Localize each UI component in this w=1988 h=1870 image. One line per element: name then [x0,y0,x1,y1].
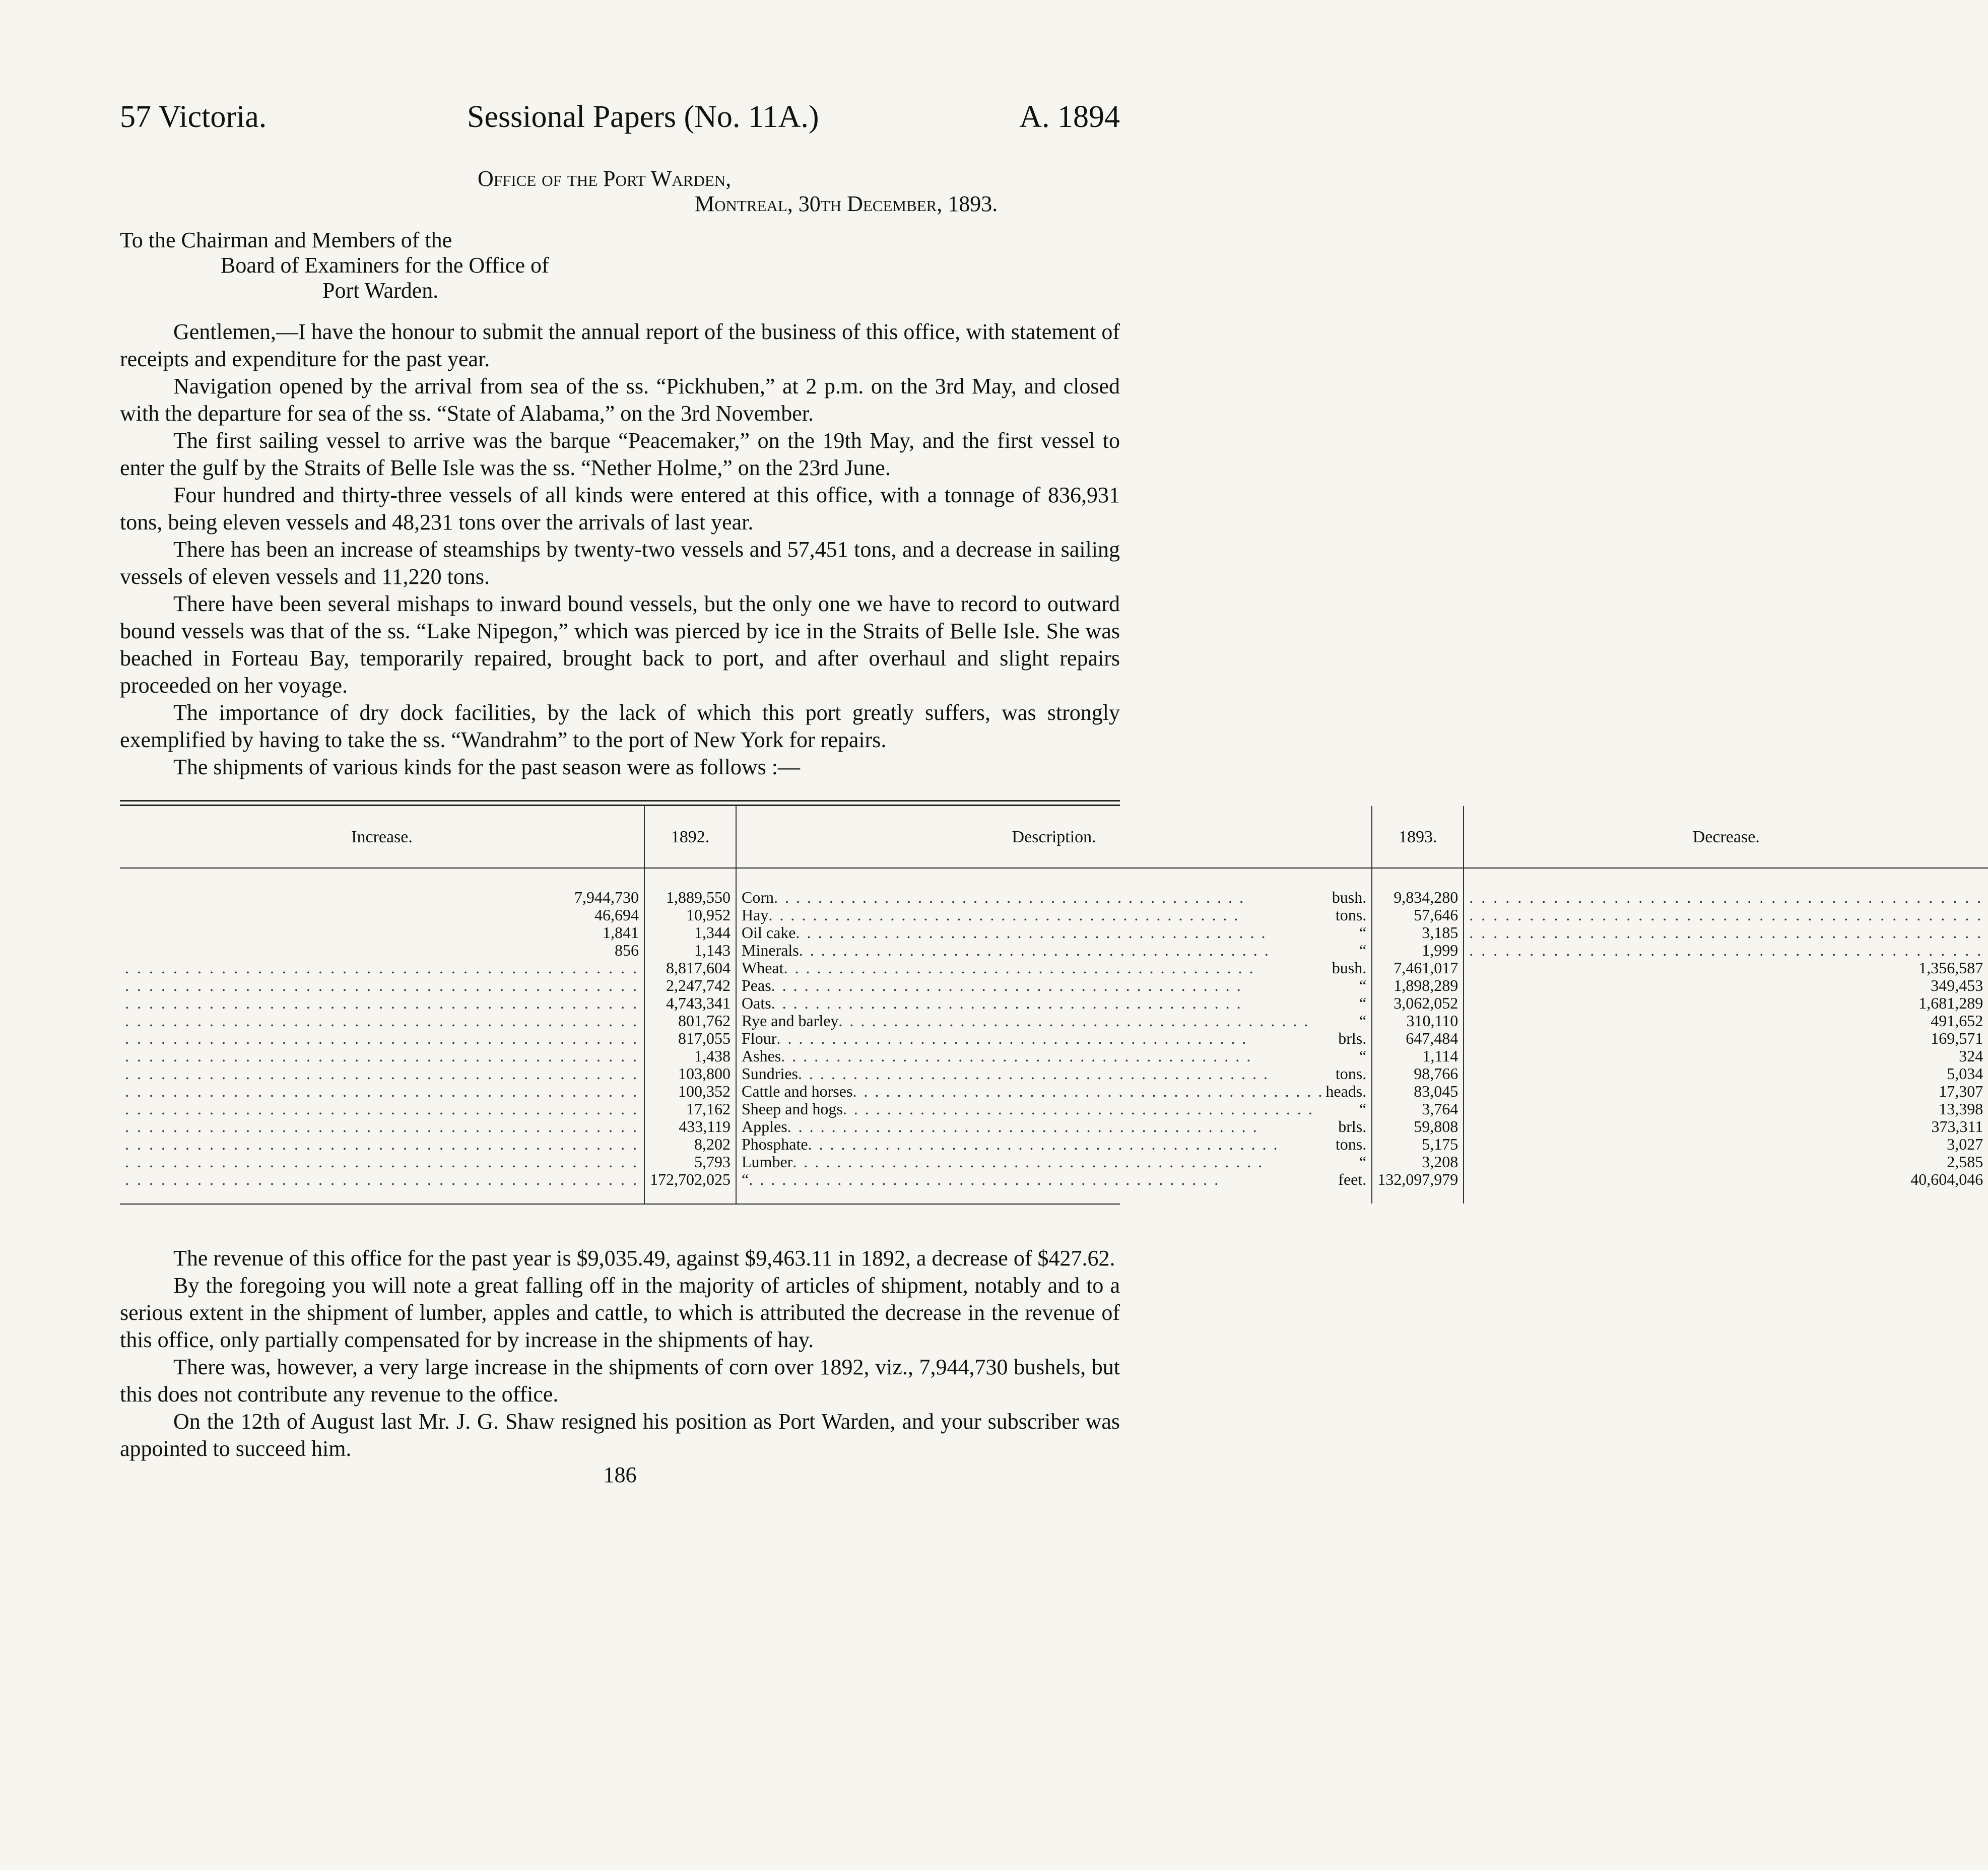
cell-decrease [1464,942,1988,959]
cell-description [736,906,1372,924]
description-name: Ashes [742,1047,781,1065]
description-name: “ [742,1170,749,1188]
cell-description [736,868,1372,906]
header-left: 57 Victoria. [120,100,267,134]
cell-1892: 172,702,025 [644,1171,736,1204]
cell-1893: 1,114 [1372,1047,1464,1065]
cell-increase [120,994,644,1012]
description-name: Lumber [742,1153,793,1171]
cell-decrease: 3,027 [1947,1135,1983,1153]
table-row [120,906,1988,924]
table-row [120,1153,1988,1171]
leader-dots: . . . . . . . . . . . . . . . . . . . . . . . . . . . . . . . . . . . . . . . . . . . [783,959,1255,977]
paragraph: Navigation opened by the arrival from sea of the ss. “Pickhuben,” at 2 p.m. on the 3rd May, and closed with the departure for sea of the ss. “State of Alabama,” on the 3rd November. [120,374,1120,426]
header-description: Description. [736,806,1372,868]
table-row [120,868,1988,906]
leader-dots: . . . . . . . . . . . . . . . . . . . . . . . . . . . . . . . . . . . . . . . . . . . [808,1135,1279,1153]
cell-1893: 5,175 [1372,1136,1464,1153]
header-decrease: Decrease. [1464,806,1988,868]
table-row [120,942,1988,959]
cell-decrease [1464,906,1988,924]
leader-dots: . . . . . . . . . . . . . . . . . . . . . . . . . . . . . . . . . . . . . . . . . . . [771,994,1242,1012]
description-unit: “ [1359,1100,1367,1118]
cell-increase [120,1083,644,1100]
cell-increase [120,977,644,994]
cell-1893: 9,834,280 [1372,868,1464,906]
cell-increase [120,959,644,977]
cell-1892: 433,119 [644,1118,736,1136]
leader-dots: . . . . . . . . . . . . . . . . . . . . . . . . . . . . . . . . . . . . . . . . . . . [768,906,1240,924]
cell-1893: 57,646 [1372,906,1464,924]
leader-dots: . . . . . . . . . . . . . . . . . . . . . . . . . . . . . . . . . . . . . . . . . . . [125,1029,639,1047]
paragraph: There has been an increase of steamships by twenty-two vessels and 57,451 tons, and a decrease in sailing vessels of eleven vessels and 11,220 tons. [120,537,1120,589]
description-name: Peas [742,976,771,994]
cell-decrease [1464,868,1988,906]
page-header [120,99,1120,135]
cell-1892: 801,762 [644,1012,736,1030]
leader-dots: . . . . . . . . . . . . . . . . . . . . . . . . . . . . . . . . . . . . . . . . . . . [125,1153,639,1171]
cell-1892: 1,344 [644,924,736,942]
header-center: Sessional Papers (No. 11A.) [467,100,819,134]
paragraph: Gentlemen,—I have the honour to submit the annual report of the business of this office, with statement of receipts and expenditure for the past year. [120,319,1120,371]
leader-dots: . . . . . . . . . . . . . . . . . . . . . . . . . . . . . . . . . . . . . . . . . . . [125,1135,639,1153]
cell-description [736,924,1372,942]
table-row [120,1065,1988,1083]
paragraph: There have been several mishaps to inward bound vessels, but the only one we have to record to outward bound vessels was that of the ss. “Lake Nipegon,” which was pierced by ice in the Straits of Belle Isle. She was beached in Forteau Bay, temporarily repaired, brought back to port, and after overhaul and slight repairs proceeded on her voyage. [120,591,1120,698]
shipments-table-wrap [120,800,1983,1205]
cell-1892: 100,352 [644,1083,736,1100]
cell-1892: 8,817,604 [644,959,736,977]
cell-1893: 59,808 [1372,1118,1464,1136]
description-name: Phosphate [742,1135,808,1153]
leader-dots: . . . . . . . . . . . . . . . . . . . . . . . . . . . . . . . . . . . . . . . . . . . [125,1047,639,1065]
cell-decrease: 40,604,046 [1910,1170,1983,1188]
leader-dots: . . . . . . . . . . . . . . . . . . . . . . . . . . . . . . . . . . . . . . . . . . . [796,923,1267,942]
paragraph: There was, however, a very large increase in the shipments of corn over 1892, viz., 7,944,730 bushels, but this does not contribute any revenue to the office. [120,1355,1120,1407]
description-name: Apples [742,1117,787,1136]
office-heading [478,166,1120,217]
document-page [120,99,1983,1488]
description-name: Minerals [742,941,799,959]
cell-description [736,1171,1372,1204]
description-unit: heads. [1326,1082,1367,1100]
cell-1892: 103,800 [644,1065,736,1083]
table-row [120,924,1988,942]
description-unit: “ [1359,1047,1367,1065]
table-row [120,1171,1988,1204]
cell-increase [120,1065,644,1083]
cell-decrease: 349,453 [1931,976,1983,994]
cell-increase: 1,841 [120,924,644,942]
report-body [120,318,1120,781]
leader-dots: . . . . . . . . . . . . . . . . . . . . . . . . . . . . . . . . . . . . . . . . . . . [776,1029,1248,1047]
leader-dots: . . . . . . . . . . . . . . . . . . . . . . . . . . . . . . . . . . . . . . . . . . . [125,1012,639,1030]
table-bottom-rule [120,1204,1120,1205]
cell-1893: 132,097,979 [1372,1171,1464,1204]
cell-increase: 46,694 [120,906,644,924]
office-line1: Office of the Port Warden, [478,166,732,191]
cell-1892: 1,889,550 [644,868,736,906]
leader-dots: . . . . . . . . . . . . . . . . . . . . . . . . . . . . . . . . . . . . . . . . . . . [125,1064,639,1083]
address-block [120,228,1120,303]
cell-decrease: 2,585 [1947,1153,1983,1171]
cell-description [736,942,1372,959]
leader-dots: . . . . . . . . . . . . . . . . . . . . . . . . . . . . . . . . . . . . . . . . . . . [781,1047,1252,1065]
cell-increase [120,1171,644,1204]
cell-1892: 10,952 [644,906,736,924]
leader-dots: . . . . . . . . . . . . . . . . . . . . . . . . . . . . . . . . . . . . . . . . . . . [749,1170,1220,1188]
address-line3: Port Warden. [322,278,439,303]
description-name: Sundries [742,1064,798,1083]
cell-decrease: 491,652 [1931,1012,1983,1030]
description-unit: “ [1359,1012,1367,1030]
table-row [120,994,1988,1012]
description-name: Rye and barley [742,1012,839,1030]
cell-decrease: 5,034 [1947,1064,1983,1083]
cell-description [736,1065,1372,1083]
paragraph: Four hundred and thirty-three vessels of all kinds were entered at this office, with a tonnage of 836,931 tons, being eleven vessels and 48,231 tons over the arrivals of last year. [120,483,1120,535]
description-unit: bush. [1332,888,1367,906]
paragraph: The importance of dry dock facilities, by the lack of which this port greatly suffers, was strongly exemplified by having to take the ss. “Wandrahm” to the port of New York for repairs. [120,700,1120,752]
description-name: Oats [742,994,771,1012]
cell-1893: 310,110 [1372,1012,1464,1030]
cell-1892: 8,202 [644,1136,736,1153]
cell-increase [120,1118,644,1136]
cell-increase [120,1136,644,1153]
leader-dots: . . . . . . . . . . . . . . . . . . . . . . . . . . . . . . . . . . . . . . . . . . . [125,1170,639,1188]
leader-dots: . . . . . . . . . . . . . . . . . . . . . . . . . . . . . . . . . . . . . . . . . . . [1469,923,1983,942]
table-row [120,1118,1988,1136]
cell-1893: 1,999 [1372,942,1464,959]
cell-decrease: 17,307 [1939,1082,1983,1100]
leader-dots: . . . . . . . . . . . . . . . . . . . . . . . . . . . . . . . . . . . . . . . . . . . [125,976,639,994]
leader-dots: . . . . . . . . . . . . . . . . . . . . . . . . . . . . . . . . . . . . . . . . . . . [798,1064,1269,1083]
description-unit: tons. [1335,906,1367,924]
table-row [120,977,1988,994]
shipments-table [120,806,1988,1204]
description-name: Oil cake [742,923,796,942]
cell-1892: 1,438 [644,1047,736,1065]
cell-1893: 3,185 [1372,924,1464,942]
cell-1892: 4,743,341 [644,994,736,1012]
cell-decrease: 324 [1959,1047,1983,1065]
cell-description [736,959,1372,977]
description-unit: “ [1359,1153,1367,1171]
page-number: 186 [603,1462,637,1487]
cell-decrease: 169,571 [1931,1029,1983,1047]
leader-dots: . . . . . . . . . . . . . . . . . . . . . . . . . . . . . . . . . . . . . . . . . . . [852,1082,1324,1100]
cell-1892: 5,793 [644,1153,736,1171]
cell-increase [120,1047,644,1065]
cell-1893: 98,766 [1372,1065,1464,1083]
cell-1893: 647,484 [1372,1030,1464,1047]
address-line1: To the Chairman and Members of the [120,228,452,252]
office-line2: Montreal, 30th December, 1893. [695,191,998,216]
description-unit: brls. [1338,1029,1367,1047]
description-name: Corn [742,888,774,906]
leader-dots: . . . . . . . . . . . . . . . . . . . . . . . . . . . . . . . . . . . . . . . . . . . [1469,941,1983,959]
cell-1893: 3,062,052 [1372,994,1464,1012]
address-line2: Board of Examiners for the Office of [221,253,549,278]
leader-dots: . . . . . . . . . . . . . . . . . . . . . . . . . . . . . . . . . . . . . . . . . . . [771,976,1242,994]
cell-description [736,994,1372,1012]
leader-dots: . . . . . . . . . . . . . . . . . . . . . . . . . . . . . . . . . . . . . . . . . . . [774,888,1245,906]
cell-1893: 7,461,017 [1372,959,1464,977]
leader-dots: . . . . . . . . . . . . . . . . . . . . . . . . . . . . . . . . . . . . . . . . . . . [125,1082,639,1100]
description-unit: feet. [1338,1170,1367,1188]
cell-description [736,1118,1372,1136]
description-unit: “ [1359,923,1367,942]
leader-dots: . . . . . . . . . . . . . . . . . . . . . . . . . . . . . . . . . . . . . . . . . . . [792,1153,1264,1171]
cell-decrease: 1,356,587 [1918,959,1983,977]
leader-dots: . . . . . . . . . . . . . . . . . . . . . . . . . . . . . . . . . . . . . . . . . . . [125,1117,639,1136]
cell-increase: 7,944,730 [120,868,644,906]
table-row [120,1047,1988,1065]
header-1892: 1892. [644,806,736,868]
description-unit: tons. [1335,1135,1367,1153]
cell-decrease: 1,681,289 [1918,994,1983,1012]
cell-increase: 856 [120,942,644,959]
leader-dots: . . . . . . . . . . . . . . . . . . . . . . . . . . . . . . . . . . . . . . . . . . . [799,941,1270,959]
leader-dots: . . . . . . . . . . . . . . . . . . . . . . . . . . . . . . . . . . . . . . . . . . . [787,1117,1258,1136]
paragraph: On the 12th of August last Mr. J. G. Shaw resigned his position as Port Warden, and your subscriber was appointed to succeed him. [120,1409,1120,1461]
description-unit: “ [1359,994,1367,1012]
table-body [120,868,1988,1204]
table-row [120,959,1988,977]
paragraph: By the foregoing you will note a great falling off in the majority of articles of shipment, notably and to a serious extent in the shipment of lumber, apples and cattle, to which is attributed the decrease in the revenue of this office, only partially compensated for by increase in the shipments of hay. [120,1273,1120,1352]
table-row [120,1083,1988,1100]
cell-1892: 2,247,742 [644,977,736,994]
cell-increase [120,1030,644,1047]
table-row [120,1012,1988,1030]
cell-decrease: 13,398 [1939,1100,1983,1118]
cell-description [736,1012,1372,1030]
description-name: Sheep and hogs [742,1100,843,1118]
cell-description [736,1047,1372,1065]
cell-description [736,1153,1372,1171]
cell-decrease [1464,924,1988,942]
description-name: Cattle and horses [742,1082,853,1100]
leader-dots: . . . . . . . . . . . . . . . . . . . . . . . . . . . . . . . . . . . . . . . . . . . [1469,906,1983,924]
paragraph: The first sailing vessel to arrive was the barque “Peacemaker,” on the 19th May, and the first vessel to enter the gulf by the Straits of Belle Isle was the ss. “Nether Holme,” on the 23rd June. [120,428,1120,480]
cell-increase [120,1012,644,1030]
cell-decrease: 373,311 [1931,1117,1983,1136]
description-unit: “ [1359,941,1367,959]
header-1893: 1893. [1372,806,1464,868]
report-conclusion [120,1245,1120,1462]
description-name: Hay [742,906,769,924]
description-name: Wheat [742,959,784,977]
cell-1892: 17,162 [644,1100,736,1118]
leader-dots: . . . . . . . . . . . . . . . . . . . . . . . . . . . . . . . . . . . . . . . . . . . [125,959,639,977]
table-header-row [120,806,1988,868]
cell-increase [120,1100,644,1118]
header-increase: Increase. [120,806,644,868]
leader-dots: . . . . . . . . . . . . . . . . . . . . . . . . . . . . . . . . . . . . . . . . . . . [838,1012,1310,1030]
table-row [120,1100,1988,1118]
description-name: Flour [742,1029,777,1047]
description-unit: tons. [1335,1064,1367,1083]
paragraph: The revenue of this office for the past year is $9,035.49, against $9,463.11 in 1892, a decrease of $427.62. [173,1246,1115,1271]
paragraph: The shipments of various kinds for the past season were as follows :— [173,755,800,779]
description-unit: brls. [1338,1117,1367,1136]
cell-1893: 3,208 [1372,1153,1464,1171]
leader-dots: . . . . . . . . . . . . . . . . . . . . . . . . . . . . . . . . . . . . . . . . . . . [842,1100,1314,1118]
cell-increase [120,1153,644,1171]
table-top-rule [120,800,1120,806]
cell-description [736,1030,1372,1047]
leader-dots: . . . . . . . . . . . . . . . . . . . . . . . . . . . . . . . . . . . . . . . . . . . [125,994,639,1012]
cell-1893: 3,764 [1372,1100,1464,1118]
cell-description [736,1083,1372,1100]
cell-1893: 83,045 [1372,1083,1464,1100]
leader-dots: . . . . . . . . . . . . . . . . . . . . . . . . . . . . . . . . . . . . . . . . . . . [125,1100,639,1118]
cell-description [736,1100,1372,1118]
header-right: A. 1894 [1019,100,1120,134]
cell-description [736,977,1372,994]
description-unit: “ [1359,976,1367,994]
leader-dots: . . . . . . . . . . . . . . . . . . . . . . . . . . . . . . . . . . . . . . . . . . . [1469,888,1983,906]
table-row [120,1030,1988,1047]
cell-1892: 817,055 [644,1030,736,1047]
table-row [120,1136,1988,1153]
cell-description [736,1136,1372,1153]
cell-1893: 1,898,289 [1372,977,1464,994]
cell-1892: 1,143 [644,942,736,959]
description-unit: bush. [1332,959,1367,977]
